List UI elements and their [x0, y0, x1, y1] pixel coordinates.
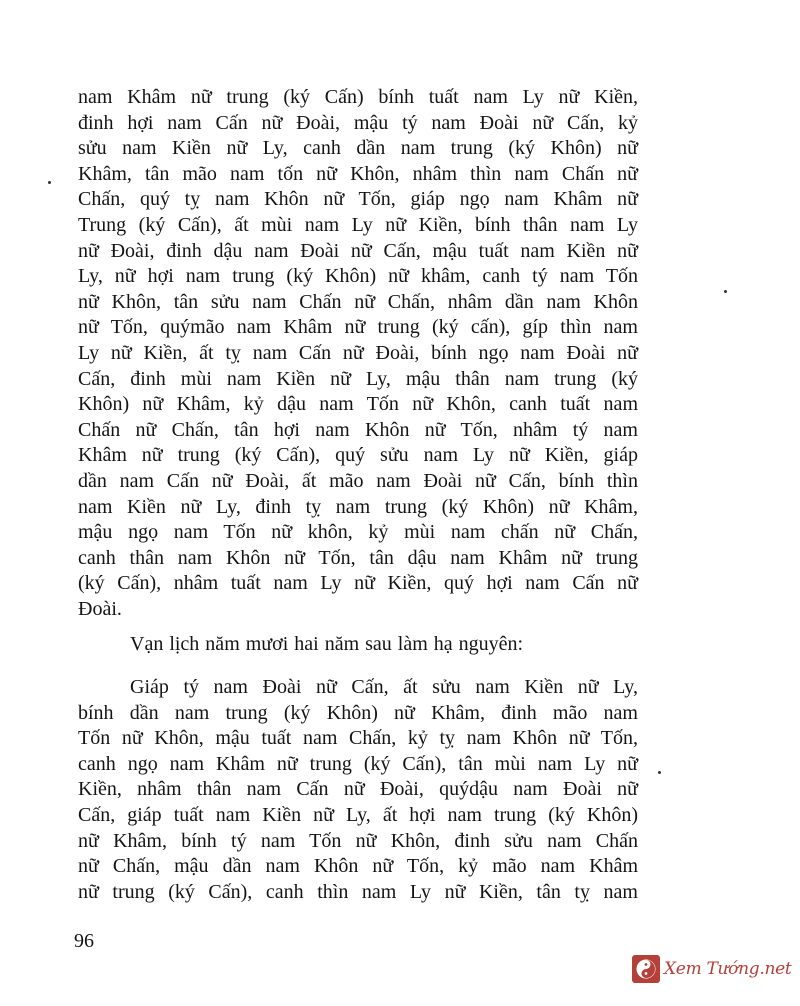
text-line: nữ trung (ký Cấn), canh thìn nam Ly nữ Kiền, tân tỵ nam [78, 880, 638, 903]
paragraph-2 [78, 675, 638, 905]
text-line: nam Kiền nữ Ly, đinh tỵ nam trung (ký Khôn) nữ Khâm, [78, 495, 638, 518]
page-number: 96 [74, 930, 94, 952]
text-line: Chấn nữ Chấn, tân hợi nam Khôn nữ Tốn, nhâm tý nam [78, 418, 638, 441]
text-line: nữ Khâm, bính tý nam Tốn nữ Khôn, đinh sửu nam Chấn [78, 829, 638, 852]
text-line: Trung (ký Cấn), ất mùi nam Ly nữ Kiền, bính thân nam Ly [78, 213, 638, 236]
text-line: sửu nam Kiền nữ Ly, canh dần nam trung (ký Khôn) nữ [78, 137, 638, 160]
text-line: Kiền, nhâm thân nam Cấn nữ Đoài, quýdậu nam Đoài nữ [78, 778, 638, 801]
heading-text: Vạn lịch năm mươi hai năm sau làm hạ nguyên: [130, 633, 524, 655]
text-line: Khôn) nữ Khâm, kỷ dậu nam Tốn nữ Khôn, canh tuất nam [78, 393, 638, 416]
text-line: canh thân nam Khôn nữ Tốn, tân dậu nam Khâm nữ trung [78, 546, 638, 569]
text-line: Khâm nữ trung (ký Cấn), quý sửu nam Ly nữ Kiền, giáp [78, 444, 638, 467]
scan-speck [658, 771, 661, 774]
text-line: bính dần nam trung (ký Khôn) nữ Khâm, đinh mão nam [78, 701, 638, 724]
text-line: nữ Khôn, tân sửu nam Chấn nữ Chấn, nhâm dần nam Khôn [78, 290, 638, 313]
text-line: canh ngọ nam Khâm nữ trung (ký Cấn), tân mùi nam Ly nữ [78, 752, 638, 775]
text-line: Giáp tý nam Đoài nữ Cấn, ất sửu nam Kiền nữ Ly, [130, 676, 638, 698]
text-line: Cấn, giáp tuất nam Kiền nữ Ly, ất hợi nam trung (ký Khôn) [78, 803, 638, 826]
paragraph-1 [78, 85, 638, 622]
text-line: mậu ngọ nam Tốn nữ khôn, kỷ mùi nam chấn nữ Chấn, [78, 521, 638, 544]
scan-speck [48, 181, 51, 184]
text-line: nữ Tốn, quýmão nam Khâm nữ trung (ký cấn), gíp thìn nam [78, 316, 638, 339]
text-line: Chấn, quý tỵ nam Khôn nữ Tốn, giáp ngọ nam Khâm nữ [78, 188, 638, 211]
watermark [632, 955, 791, 983]
text-line: nam Khâm nữ trung (ký Cấn) bính tuất nam Ly nữ Kiền, [78, 86, 638, 108]
watermark-text: Xem Tướng.net [664, 959, 792, 979]
text-line: Ly, nữ hợi nam trung (ký Khôn) nữ khâm, canh tý nam Tốn [78, 265, 638, 288]
scan-speck [724, 290, 727, 293]
text-line: Khâm, tân mão nam tốn nữ Khôn, nhâm thìn nam Chấn nữ [78, 162, 638, 185]
text-line: dần nam Cấn nữ Đoài, ất mão nam Đoài nữ Cấn, bính thìn [78, 469, 638, 492]
section-heading [78, 632, 638, 658]
text-line: nữ Chấn, mậu dần nam Khôn nữ Tốn, kỷ mão nam Khâm [78, 855, 638, 878]
text-line: đinh hợi nam Cấn nữ Đoài, mậu tý nam Đoài nữ Cấn, kỷ [78, 111, 638, 134]
text-line: Cấn, đinh mùi nam Kiền nữ Ly, mậu thân nam trung (ký [78, 367, 638, 390]
text-line: (ký Cấn), nhâm tuất nam Ly nữ Kiền, quý hợi nam Cấn nữ [78, 572, 638, 595]
text-line: nữ Đoài, đinh dậu nam Đoài nữ Cấn, mậu tuất nam Kiền nữ [78, 239, 638, 262]
text-line: Đoài. [78, 597, 122, 620]
yin-yang-icon [632, 955, 660, 983]
text-line: Ly nữ Kiền, ất tỵ nam Cấn nữ Đoài, bính ngọ nam Đoài nữ [78, 341, 638, 364]
text-line: Tốn nữ Khôn, mậu tuất nam Chấn, kỷ tỵ nam Khôn nữ Tốn, [78, 727, 638, 750]
